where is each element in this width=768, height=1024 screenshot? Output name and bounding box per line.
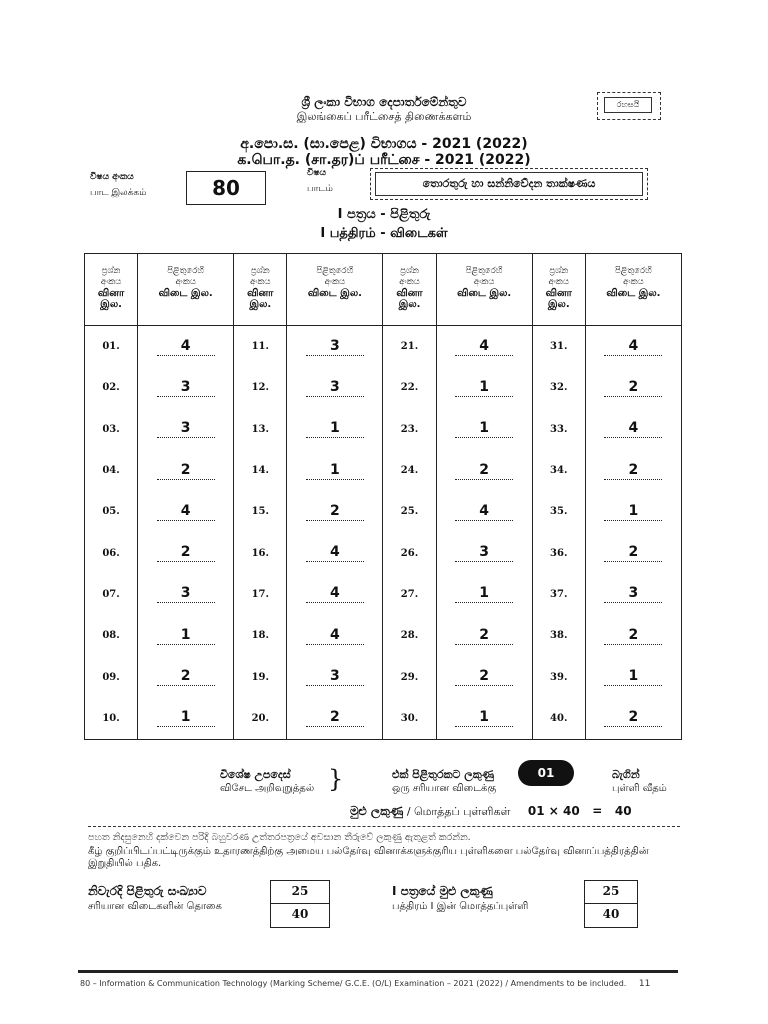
- answer-cell: [287, 491, 383, 532]
- correct-count-value: 25: [271, 881, 329, 904]
- answer-value: 3: [306, 668, 364, 686]
- subject-code-label-ta: பாட இலக்கம்: [90, 188, 147, 198]
- exam-title-sinhala: අ.පො.ස. (සා.පෙළ) විභාගය - 2021 (2022): [240, 136, 528, 152]
- ah-si1: පිළිතුරෙහි: [615, 266, 652, 276]
- question-number: 31.: [532, 326, 585, 368]
- answer-value: 3: [306, 338, 364, 356]
- answer-cell: [287, 615, 383, 656]
- answer-value: 2: [455, 668, 513, 686]
- answer-value: 1: [455, 379, 513, 397]
- qh-ta1: வினா: [97, 288, 125, 299]
- answer-cell: [585, 326, 681, 368]
- each-label-ta: புள்ளி வீதம்: [612, 783, 667, 794]
- table-row: [85, 326, 682, 368]
- ah-si2: අංකය: [473, 277, 495, 287]
- answer-number-header: [585, 254, 681, 326]
- qh-si1: ප්‍රශ්න: [400, 266, 419, 276]
- confidential-stamp: රහසයි: [604, 97, 652, 113]
- question-number: 33.: [532, 409, 585, 450]
- qh-si2: අංකය: [250, 277, 271, 287]
- question-number: 37.: [532, 574, 585, 615]
- question-number: 02.: [85, 367, 138, 408]
- answer-cell: [138, 491, 234, 532]
- answer-value: 4: [306, 585, 364, 603]
- qh-ta2: இல.: [100, 299, 122, 310]
- answer-value: 4: [455, 503, 513, 521]
- ah-si2: අංකය: [175, 277, 196, 287]
- answer-cell: [138, 574, 234, 615]
- answer-value: 1: [306, 462, 364, 480]
- question-number: 07.: [85, 574, 138, 615]
- marks-per-answer-ta: ஒரு சரியான விடைக்கு: [392, 783, 497, 794]
- answer-cell: [436, 409, 532, 450]
- table-row: [85, 656, 682, 697]
- question-number: 01.: [85, 326, 138, 368]
- answer-value: 1: [604, 668, 662, 686]
- question-number: 13.: [234, 409, 287, 450]
- question-number: 24.: [383, 450, 436, 491]
- question-number: 16.: [234, 532, 287, 573]
- question-number: 38.: [532, 615, 585, 656]
- question-number: 10.: [85, 698, 138, 740]
- answer-cell: [436, 615, 532, 656]
- page-number: 11: [638, 979, 651, 989]
- answer-cell: [138, 326, 234, 368]
- question-number: 14.: [234, 450, 287, 491]
- brace-icon: }: [328, 765, 344, 793]
- subject-name: තොරතුරු හා සන්නිවේදන තාක්ෂණය: [375, 172, 643, 196]
- question-number: 18.: [234, 615, 287, 656]
- answer-value: 4: [306, 544, 364, 562]
- answer-value: 3: [455, 544, 513, 562]
- question-number: 03.: [85, 409, 138, 450]
- question-number: 26.: [383, 532, 436, 573]
- answer-cell: [585, 532, 681, 573]
- table-row: [85, 615, 682, 656]
- answer-value: 2: [455, 462, 513, 480]
- answer-value: 2: [306, 709, 364, 727]
- answer-value: 2: [157, 462, 215, 480]
- answer-cell: [436, 326, 532, 368]
- answer-table: [84, 253, 682, 740]
- marks-per-answer-badge: 01: [518, 760, 574, 786]
- qh-si2: අංකය: [399, 277, 420, 287]
- answer-cell: [585, 656, 681, 697]
- answer-value: 1: [455, 420, 513, 438]
- paper-total-label-ta: பத்திரம் I இன் மொத்தப்புள்ளி: [392, 901, 529, 912]
- answer-cell: [138, 367, 234, 408]
- answer-cell: [287, 326, 383, 368]
- question-number: 11.: [234, 326, 287, 368]
- answer-value: 3: [157, 585, 215, 603]
- question-number: 35.: [532, 491, 585, 532]
- answer-cell: [436, 491, 532, 532]
- footer: [80, 979, 650, 989]
- paper-total-label-si: I පත්‍රයේ මුළු ලකුණු: [392, 884, 493, 898]
- question-number-header: [85, 254, 138, 326]
- answer-cell: [436, 450, 532, 491]
- table-row: [85, 532, 682, 573]
- ah-si2: අංකය: [623, 277, 644, 287]
- answer-value: 2: [157, 544, 215, 562]
- qh-ta2: இல.: [398, 299, 421, 310]
- answer-cell: [287, 409, 383, 450]
- ah-ta: விடை இல.: [307, 288, 362, 299]
- question-number: 30.: [383, 698, 436, 740]
- instruction-sinhala: පහත නිදසුනෙහි දක්වෙන පරිදි බහුවරණ උත්තරපත්‍රයේ අවසාන තීරුවේ ලකුණු ඇතුළත් කරන්න.: [88, 832, 471, 843]
- correct-count-fraction: [270, 880, 330, 928]
- ah-si1: පිළිතුරෙහි: [316, 266, 354, 276]
- paper-total-value: 25: [585, 881, 637, 904]
- qh-si2: අංකය: [100, 277, 122, 287]
- answer-table-body: [85, 326, 682, 740]
- question-number: 08.: [85, 615, 138, 656]
- instruction-tamil: கீழ் குறிப்பிடப்பட்டிருக்கும் உதாரணத்திற்கு அமைய பல்தேர்வு வினாக்களுக்குரிய புள்ளிகளை பல்தேர்வு வினாப்பத்திரத்தின் இறுதியில் பதிக.: [88, 846, 649, 869]
- answer-value: 3: [604, 585, 662, 603]
- table-row: [85, 367, 682, 408]
- qh-si1: ප්‍රශ්න: [250, 266, 270, 276]
- answer-cell: [585, 367, 681, 408]
- answer-value: 2: [604, 627, 662, 645]
- question-number: 05.: [85, 491, 138, 532]
- correct-count-total: 40: [291, 907, 309, 921]
- subject-code: 80: [186, 171, 266, 205]
- paper-total-fraction: [584, 880, 638, 928]
- answer-value: 1: [157, 627, 215, 645]
- answer-cell: [287, 450, 383, 491]
- question-number: 19.: [234, 656, 287, 697]
- question-number: 09.: [85, 656, 138, 697]
- qh-ta2: இல.: [249, 299, 272, 310]
- answer-cell: [287, 656, 383, 697]
- total-marks-line: [350, 804, 632, 820]
- question-number: 28.: [383, 615, 436, 656]
- answer-value: 4: [604, 420, 662, 438]
- answer-cell: [138, 532, 234, 573]
- answer-number-header: [436, 254, 532, 326]
- answer-cell: [287, 367, 383, 408]
- question-number: 25.: [383, 491, 436, 532]
- correct-count-label-si: නිවැරදි පිළිතුරු සංඛ්‍යාව: [88, 884, 207, 898]
- ah-ta: விடை இல.: [158, 288, 213, 299]
- answer-cell: [287, 574, 383, 615]
- total-marks-label-ta: / மொத்தப் புள்ளிகள்: [406, 805, 511, 818]
- qh-si1: ප්‍රශ්න: [101, 266, 121, 276]
- answer-number-header: [287, 254, 383, 326]
- table-row: [85, 450, 682, 491]
- answer-cell: [436, 532, 532, 573]
- subject-code-label-si: විෂය අංකය: [90, 172, 134, 182]
- answer-cell: [138, 450, 234, 491]
- answer-value: 4: [455, 338, 513, 356]
- special-instructions-si: විශේෂ උපදෙස්: [220, 768, 291, 781]
- each-label-si: බැගින්: [612, 768, 640, 781]
- paper-title-sinhala: I පත්‍රය - පිළිතුරු: [337, 207, 431, 222]
- answer-value: 2: [604, 379, 662, 397]
- answer-value: 2: [604, 544, 662, 562]
- ah-ta: விடை இல.: [606, 288, 661, 299]
- answer-cell: [138, 409, 234, 450]
- subject-name-label-si: විෂය: [307, 168, 327, 178]
- total-marks-formula: 01 × 40 = 40: [527, 804, 632, 818]
- question-number: 34.: [532, 450, 585, 491]
- answer-cell: [436, 698, 532, 740]
- answer-cell: [138, 698, 234, 740]
- question-number: 06.: [85, 532, 138, 573]
- question-number: 17.: [234, 574, 287, 615]
- question-number: 23.: [383, 409, 436, 450]
- qh-ta2: இல.: [547, 299, 570, 310]
- answer-cell: [585, 698, 681, 740]
- answer-cell: [287, 698, 383, 740]
- answer-value: 2: [157, 668, 215, 686]
- total-marks-label-si: මුළු ලකුණු: [350, 804, 404, 818]
- table-row: [85, 491, 682, 532]
- answer-value: 4: [306, 627, 364, 645]
- paper-title-tamil: I பத்திரம் - விடைகள்: [320, 226, 448, 241]
- ah-si1: පිළිතුරෙහි: [167, 266, 205, 276]
- table-row: [85, 574, 682, 615]
- answer-cell: [436, 574, 532, 615]
- question-number: 20.: [234, 698, 287, 740]
- table-row: [85, 409, 682, 450]
- ah-ta: விடை இல.: [457, 288, 512, 299]
- answer-value: 1: [157, 709, 215, 727]
- answer-cell: [436, 656, 532, 697]
- department-name-tamil: இலங்கைப் பரீட்சைத் திணைக்களம்: [296, 110, 472, 123]
- question-number-header: [234, 254, 287, 326]
- footer-text: 80 – Information & Communication Technology (Marking Scheme/ G.C.E. (O/L) Examination – 2021 (2022) / Amendments to be included.: [80, 979, 627, 988]
- answer-cell: [138, 615, 234, 656]
- question-number: 21.: [383, 326, 436, 368]
- answer-value: 2: [604, 462, 662, 480]
- marks-per-answer-si: එක් පිළිතුරකට ලකුණු: [392, 768, 494, 781]
- answer-value: 1: [306, 420, 364, 438]
- question-number: 39.: [532, 656, 585, 697]
- answer-cell: [585, 450, 681, 491]
- qh-si1: ප්‍රශ්න: [549, 266, 569, 276]
- answer-value: 4: [604, 338, 662, 356]
- divider: [88, 826, 680, 827]
- answer-value: 1: [455, 709, 513, 727]
- question-number: 32.: [532, 367, 585, 408]
- question-number: 12.: [234, 367, 287, 408]
- paper-total-max: 40: [602, 907, 620, 921]
- answer-value: 2: [306, 503, 364, 521]
- answer-value: 4: [157, 503, 215, 521]
- exam-title-tamil: க.பொ.த. (சா.தர)ப் பரீட்சை - 2021 (2022): [237, 152, 531, 168]
- correct-count-label-ta: சரியான விடைகளின் தொகை: [88, 901, 222, 912]
- answer-value: 1: [604, 503, 662, 521]
- answer-number-header: [138, 254, 234, 326]
- answer-table-header: [85, 254, 682, 326]
- question-number-header: [532, 254, 585, 326]
- question-number: 15.: [234, 491, 287, 532]
- question-number: 22.: [383, 367, 436, 408]
- qh-si2: අංකය: [548, 277, 569, 287]
- ah-si2: අංකය: [324, 277, 346, 287]
- qh-ta1: வினா: [396, 288, 423, 299]
- answer-value: 2: [455, 627, 513, 645]
- question-number: 27.: [383, 574, 436, 615]
- answer-value: 4: [157, 338, 215, 356]
- answer-value: 3: [157, 420, 215, 438]
- ah-si1: පිළිතුරෙහි: [465, 266, 503, 276]
- answer-value: 1: [455, 585, 513, 603]
- qh-ta1: வினா: [247, 288, 274, 299]
- question-number: 29.: [383, 656, 436, 697]
- question-number-header: [383, 254, 436, 326]
- special-instructions-ta: விசேட அறிவுறுத்தல்: [220, 783, 315, 794]
- answer-cell: [436, 367, 532, 408]
- department-name-sinhala: ශ්‍රී ලංකා විභාග දෙපාර්තමේන්තුව: [301, 95, 467, 109]
- answer-cell: [585, 574, 681, 615]
- subject-name-label-ta: பாடம்: [307, 184, 333, 194]
- answer-value: 3: [306, 379, 364, 397]
- question-number: 04.: [85, 450, 138, 491]
- answer-cell: [585, 491, 681, 532]
- table-row: [85, 698, 682, 740]
- qh-ta1: வினா: [545, 288, 572, 299]
- question-number: 36.: [532, 532, 585, 573]
- question-number: 40.: [532, 698, 585, 740]
- answer-value: 3: [157, 379, 215, 397]
- answer-value: 2: [604, 709, 662, 727]
- answer-cell: [287, 532, 383, 573]
- answer-cell: [585, 409, 681, 450]
- answer-cell: [138, 656, 234, 697]
- footer-rule: [78, 970, 678, 973]
- answer-cell: [585, 615, 681, 656]
